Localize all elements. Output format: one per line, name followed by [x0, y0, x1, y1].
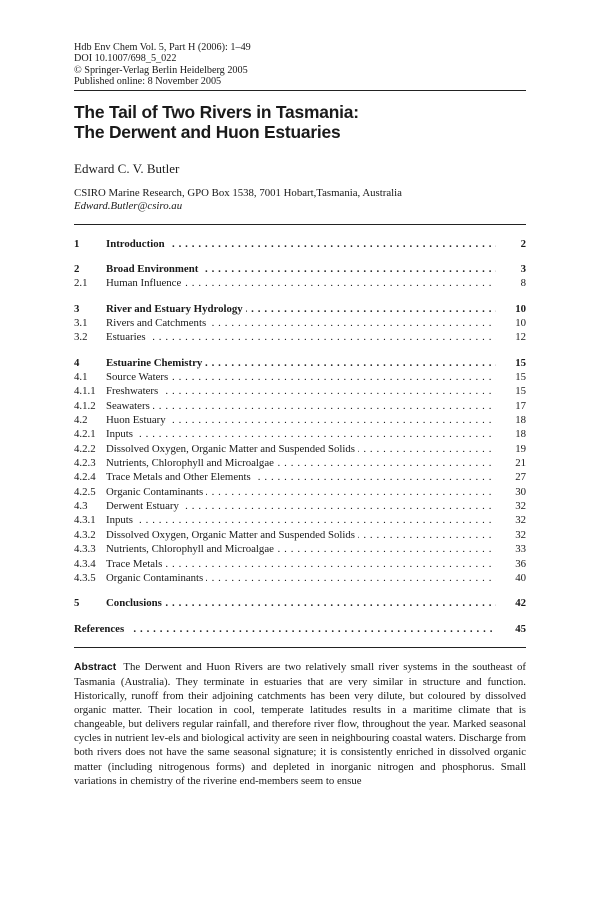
toc-entry-label	[106, 262, 496, 276]
toc-entry-number: 4.2	[74, 414, 88, 427]
toc-entry-page: 12	[496, 330, 526, 344]
published-date: Published online: 8 November 2005	[74, 76, 222, 88]
toc-entry-label	[106, 413, 496, 427]
toc-entry-page: 2	[496, 237, 526, 251]
toc-entry-title: Conclusions	[106, 597, 165, 609]
toc-entry[interactable]	[74, 442, 526, 456]
toc-entry-number: References	[74, 623, 130, 635]
toc-entry-number: 4.2.5	[74, 485, 96, 498]
doi: DOI 10.1007/698_5_022	[74, 53, 177, 65]
toc-entry-title: Inputs	[106, 514, 136, 526]
toc-entry[interactable]	[74, 485, 526, 499]
toc-entry-title: Trace Metals and Other Elements	[106, 471, 254, 483]
toc-entry-label	[106, 470, 496, 484]
toc-entry-label	[106, 596, 496, 610]
toc-entry-label	[106, 237, 496, 251]
affiliation: CSIRO Marine Research, GPO Box 1538, 7001 Hobart,Tasmania, Australia	[74, 186, 402, 199]
toc-entry-number: 4.1.1	[74, 385, 96, 398]
toc-entry-page: 45	[496, 622, 526, 636]
toc-entry[interactable]	[74, 276, 526, 290]
toc-entry-number: 2.1	[74, 277, 88, 290]
toc-entry-label	[106, 542, 496, 556]
toc-entry-title: Organic Contaminants	[106, 486, 206, 498]
toc-entry-page: 15	[496, 356, 526, 370]
toc-entry-number: 4.2.2	[74, 442, 96, 455]
toc-group	[74, 302, 526, 345]
toc-entry[interactable]	[74, 542, 526, 556]
toc-entry-page: 42	[496, 596, 526, 610]
toc-entry[interactable]	[74, 237, 526, 251]
toc-entry[interactable]	[74, 456, 526, 470]
toc-entry-number: 4.3.2	[74, 528, 96, 541]
toc-entry-label	[106, 442, 496, 456]
toc-entry-label	[74, 622, 496, 636]
toc-entry-title: Dissolved Oxygen, Organic Matter and Suspended Solids	[106, 529, 358, 541]
toc-entry-number: 2	[74, 262, 80, 275]
toc-entry-title: Derwent Estuary	[106, 500, 182, 512]
toc-entry-label	[106, 557, 496, 571]
title-line-2: The Derwent and Huon Estuaries	[74, 121, 341, 142]
toc-entry-page: 18	[496, 413, 526, 427]
toc-entry-title: Estuaries	[106, 331, 149, 343]
toc-entry-label	[106, 456, 496, 470]
toc-entry-title: Organic Contaminants	[106, 572, 206, 584]
toc-entry[interactable]	[74, 470, 526, 484]
toc-entry[interactable]	[74, 384, 526, 398]
toc-entry-label	[106, 485, 496, 499]
toc-group	[74, 262, 526, 291]
toc-entry-label	[106, 499, 496, 513]
header-divider	[74, 90, 526, 91]
toc-bottom-divider	[74, 647, 526, 648]
toc-entry-number: 4.3.5	[74, 571, 96, 584]
toc-entry-number: 3	[74, 302, 80, 315]
toc-entry-label	[106, 316, 496, 330]
toc-entry[interactable]	[74, 330, 526, 344]
toc-entry-number: 4.2.1	[74, 428, 96, 441]
toc-entry-title: Nutrients, Chlorophyll and Microalgae	[106, 457, 277, 469]
toc-entry-number: 1	[74, 237, 80, 250]
toc-entry[interactable]	[74, 499, 526, 513]
toc-group	[74, 356, 526, 586]
journal-citation: Hdb Env Chem Vol. 5, Part H (2006): 1–49	[74, 42, 251, 53]
toc-entry[interactable]	[74, 622, 526, 636]
table-of-contents	[74, 237, 526, 636]
toc-entry-number: 3.1	[74, 317, 88, 329]
toc-entry-page: 32	[496, 513, 526, 527]
toc-entry-title: Human Influence	[106, 277, 184, 289]
toc-entry-label	[106, 356, 496, 370]
toc-entry-page: 17	[496, 399, 526, 413]
author-email[interactable]: Edward.Butler@csiro.au	[74, 199, 183, 212]
title-line-1: The Tail of Two Rivers in Tasmania:	[74, 101, 359, 122]
toc-top-divider	[74, 224, 526, 225]
toc-entry[interactable]	[74, 513, 526, 527]
toc-entry-title: Estuarine Chemistry	[106, 357, 205, 369]
toc-entry-title: Freshwaters	[106, 385, 161, 397]
toc-entry-title: Trace Metals	[106, 558, 165, 570]
toc-entry-page: 10	[496, 302, 526, 316]
toc-entry[interactable]	[74, 316, 526, 330]
toc-entry-title: Rivers and Catchments	[106, 317, 209, 329]
toc-entry-page: 3	[496, 262, 526, 276]
toc-entry[interactable]	[74, 262, 526, 276]
toc-entry-number: 4.1.2	[74, 399, 96, 412]
toc-entry-number: 4.2.3	[74, 457, 96, 470]
toc-entry[interactable]	[74, 356, 526, 370]
toc-entry[interactable]	[74, 427, 526, 441]
toc-entry-page: 21	[496, 456, 526, 470]
toc-entry-title: Nutrients, Chlorophyll and Microalgae	[106, 543, 277, 555]
author-name: Edward C. V. Butler	[74, 160, 180, 176]
toc-entry-label	[106, 427, 496, 441]
toc-group	[74, 237, 526, 251]
toc-entry-number: 4.2.4	[74, 471, 96, 484]
toc-entry[interactable]	[74, 571, 526, 585]
toc-entry-number: 5	[74, 597, 80, 610]
toc-entry-number: 4.3.1	[74, 514, 96, 527]
toc-entry[interactable]	[74, 399, 526, 413]
toc-entry[interactable]	[74, 370, 526, 384]
toc-entry-page: 36	[496, 557, 526, 571]
toc-entry-page: 32	[496, 499, 526, 513]
toc-entry-title: Seawaters	[106, 400, 153, 412]
toc-entry-number: 4.3	[74, 500, 88, 513]
abstract	[74, 660, 526, 788]
toc-entry-title: River and Estuary Hydrology	[106, 303, 246, 315]
toc-entry-page: 33	[496, 542, 526, 556]
toc-entry-number: 3.2	[74, 331, 88, 344]
toc-entry-title: Dissolved Oxygen, Organic Matter and Suspended Solids	[106, 443, 358, 455]
toc-entry-page: 27	[496, 470, 526, 484]
toc-entry-label	[106, 302, 496, 316]
toc-entry-label	[106, 571, 496, 585]
toc-entry-page: 19	[496, 442, 526, 456]
toc-entry[interactable]	[74, 528, 526, 542]
toc-entry-page: 30	[496, 485, 526, 499]
toc-group	[74, 596, 526, 610]
toc-entry-label	[106, 330, 496, 344]
toc-entry-page: 15	[496, 370, 526, 384]
toc-entry-page: 8	[496, 276, 526, 290]
toc-entry-label	[106, 276, 496, 290]
toc-entry-label	[106, 384, 496, 398]
toc-entry-number: 4	[74, 356, 80, 369]
toc-entry-label	[106, 513, 496, 527]
toc-entry[interactable]	[74, 302, 526, 316]
affiliation-block	[74, 187, 526, 213]
toc-entry-number: 4.3.4	[74, 557, 96, 570]
toc-entry-page: 40	[496, 571, 526, 585]
abstract-text: The Derwent and Huon Rivers are two relatively small river systems in the southeast of Tasmania (Australia). They terminate in estuaries that are very similar in structure and function. Historically, runoff from their adjoining catchments has been very dilute, but coloured by dissolved organic matter. Their location in cool, temperate latitudes results in a maritime climate that is changeable, but delivers regular rainfall, and therefore river flow, throughout the year. Marked seasonal cycles in nutrient lev-els and biological activity are seen in neighbouring coastal waters. Discharge from both rivers does not have the same seasonal signature; it is consistently enriched in dissolved organic matter (including nitrogenous forms) and depleted in inorganic nitrogen and phosphorus. Small variations in chemistry of the riverine end-members seem to ensue	[74, 660, 526, 787]
toc-entry-title: Inputs	[106, 428, 136, 440]
toc-group	[74, 622, 526, 636]
toc-entry-title: Source Waters	[106, 371, 171, 383]
toc-entry[interactable]	[74, 557, 526, 571]
toc-entry-number: 4.1	[74, 371, 88, 384]
toc-entry-label	[106, 370, 496, 384]
toc-entry-page: 32	[496, 528, 526, 542]
toc-entry-page: 10	[496, 316, 526, 330]
toc-entry-page: 18	[496, 427, 526, 441]
toc-entry-title: Introduction	[106, 238, 168, 250]
paper-page	[74, 42, 526, 788]
toc-entry-title: Broad Environment	[106, 263, 201, 275]
toc-entry-title: Huon Estuary	[106, 414, 169, 426]
toc-entry[interactable]	[74, 596, 526, 610]
copyright: © Springer-Verlag Berlin Heidelberg 2005	[74, 64, 248, 76]
abstract-label: Abstract	[74, 661, 117, 673]
toc-entry-number: 4.3.3	[74, 543, 96, 556]
toc-entry[interactable]	[74, 413, 526, 427]
journal-header	[74, 42, 526, 88]
toc-entry-label	[106, 399, 496, 413]
toc-entry-label	[106, 528, 496, 542]
toc-entry-page: 15	[496, 384, 526, 398]
paper-title	[74, 102, 526, 142]
